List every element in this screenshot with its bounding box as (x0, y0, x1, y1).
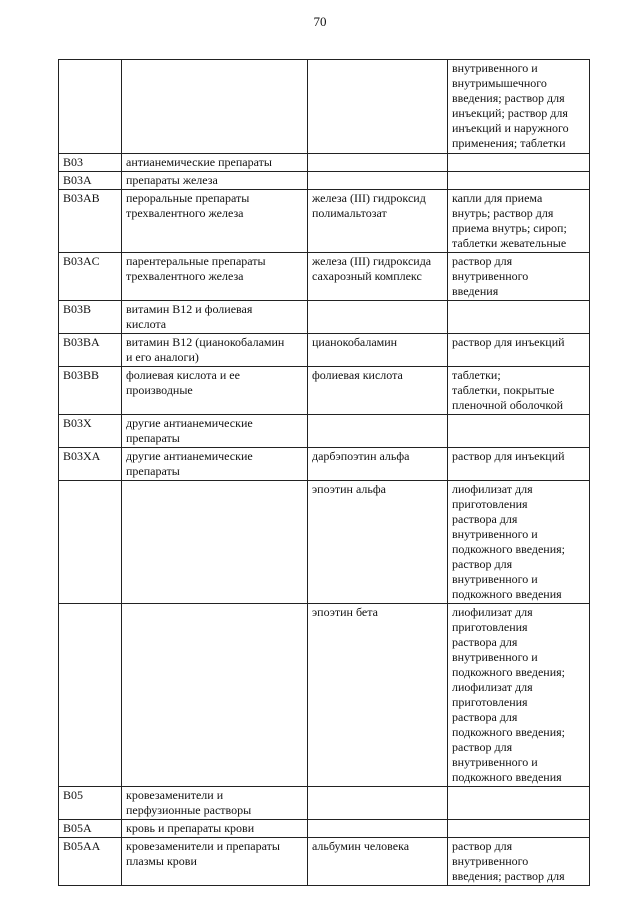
atc-code: B05AA (63, 839, 101, 853)
dosage-form-cell (448, 820, 590, 838)
atc-code: B03 (63, 155, 84, 169)
atc-code: B03X (63, 416, 92, 430)
group-cell (122, 334, 308, 367)
dosage-form-cell (448, 838, 590, 886)
table-row (59, 838, 590, 886)
substance-cell (308, 481, 448, 604)
group-name: витамин B12 (цианокобаламин и его аналоги) (126, 335, 285, 364)
substance-cell (308, 604, 448, 787)
group-name: кровезаменители и препараты плазмы крови (126, 839, 280, 868)
dosage-form: раствор для внутривенного введения; раствор для (452, 839, 565, 883)
table-row (59, 367, 590, 415)
substance-cell (308, 60, 448, 154)
atc-code: B03B (63, 302, 92, 316)
atc-code-cell (59, 367, 122, 415)
substance-cell (308, 154, 448, 172)
dosage-form-cell (448, 481, 590, 604)
substance-cell (308, 334, 448, 367)
substance-name: фолиевая кислота (312, 368, 403, 382)
atc-code: B03AB (63, 191, 100, 205)
substance-name: эпоэтин бета (312, 605, 378, 619)
atc-code-cell (59, 60, 122, 154)
atc-code: B03BB (63, 368, 100, 382)
table-row (59, 60, 590, 154)
table-row (59, 334, 590, 367)
table-row (59, 820, 590, 838)
dosage-form: раствор для инъекций (452, 449, 565, 463)
dosage-form-cell (448, 60, 590, 154)
atc-code-cell (59, 301, 122, 334)
table-row (59, 301, 590, 334)
atc-code-cell (59, 448, 122, 481)
group-cell (122, 787, 308, 820)
substance-cell (308, 838, 448, 886)
dosage-form: капли для приема внутрь; раствор для приема внутрь; сироп; таблетки жевательные (452, 191, 567, 250)
substance-cell (308, 172, 448, 190)
dosage-form-cell (448, 367, 590, 415)
table-row (59, 253, 590, 301)
atc-code: B03A (63, 173, 92, 187)
group-name: кровь и препараты крови (126, 821, 255, 835)
group-cell (122, 604, 308, 787)
atc-code: B03BA (63, 335, 100, 349)
atc-code-cell (59, 253, 122, 301)
group-cell (122, 367, 308, 415)
group-cell (122, 154, 308, 172)
group-cell (122, 448, 308, 481)
group-cell (122, 838, 308, 886)
substance-name: дарбэпоэтин альфа (312, 449, 410, 463)
atc-code: B05A (63, 821, 92, 835)
table-row (59, 481, 590, 604)
atc-code-cell (59, 604, 122, 787)
dosage-form: лиофилизат для приготовления раствора для внутривенного и подкожного введения; лиофилизат для приготовления раствора для подкожного введения; раствор для внутривенного и подкожного введения (452, 605, 565, 784)
substance-cell (308, 448, 448, 481)
atc-code-cell (59, 838, 122, 886)
dosage-form: таблетки; таблетки, покрытые пленочной оболочкой (452, 368, 564, 412)
dosage-form-cell (448, 154, 590, 172)
dosage-form-cell (448, 253, 590, 301)
substance-name: цианокобаламин (312, 335, 398, 349)
table-row (59, 190, 590, 253)
atc-code-cell (59, 154, 122, 172)
atc-code-cell (59, 787, 122, 820)
page-number: 70 (313, 14, 327, 29)
dosage-form-cell (448, 787, 590, 820)
group-cell (122, 172, 308, 190)
substance-cell (308, 787, 448, 820)
substance-name: железа (III) гидроксида сахарозный комплекс (312, 254, 432, 283)
dosage-form-cell (448, 190, 590, 253)
group-name: другие антианемические препараты (126, 416, 253, 445)
group-name: антианемические препараты (126, 155, 272, 169)
table-row (59, 604, 590, 787)
atc-code-cell (59, 172, 122, 190)
table-row (59, 154, 590, 172)
atc-code: B03AC (63, 254, 100, 268)
dosage-form-cell (448, 301, 590, 334)
group-cell (122, 820, 308, 838)
atc-code-cell (59, 820, 122, 838)
group-cell (122, 60, 308, 154)
table-row (59, 787, 590, 820)
dosage-form-cell (448, 334, 590, 367)
substance-cell (308, 253, 448, 301)
group-cell (122, 253, 308, 301)
group-name: парентеральные препараты трехвалентного железа (126, 254, 266, 283)
substance-name: альбумин человека (312, 839, 410, 853)
substance-cell (308, 820, 448, 838)
drug-classification-table (58, 59, 590, 886)
group-cell (122, 190, 308, 253)
group-name: кровезаменители и перфузионные растворы (126, 788, 252, 817)
atc-code-cell (59, 481, 122, 604)
dosage-form: раствор для внутривенного введения (452, 254, 529, 298)
atc-code-cell (59, 334, 122, 367)
group-name: витамин B12 и фолиевая кислота (126, 302, 253, 331)
table-row (59, 172, 590, 190)
dosage-form-cell (448, 172, 590, 190)
substance-cell (308, 415, 448, 448)
group-name: препараты железа (126, 173, 218, 187)
substance-name: железа (III) гидроксид полимальтозат (312, 191, 426, 220)
group-cell (122, 301, 308, 334)
dosage-form-cell (448, 415, 590, 448)
substance-cell (308, 367, 448, 415)
group-cell (122, 415, 308, 448)
substance-name: эпоэтин альфа (312, 482, 386, 496)
atc-code: B03XA (63, 449, 101, 463)
group-cell (122, 481, 308, 604)
dosage-form: раствор для инъекций (452, 335, 565, 349)
table-row (59, 448, 590, 481)
group-name: другие антианемические препараты (126, 449, 253, 478)
group-name: пероральные препараты трехвалентного железа (126, 191, 250, 220)
table-row (59, 415, 590, 448)
substance-cell (308, 301, 448, 334)
atc-code: B05 (63, 788, 84, 802)
dosage-form-cell (448, 448, 590, 481)
group-name: фолиевая кислота и ее производные (126, 368, 240, 397)
dosage-form: внутривенного и внутримышечного введения; раствор для инъекций; раствор для инъекций и наружного применения; таблетки (452, 61, 569, 150)
atc-code-cell (59, 415, 122, 448)
dosage-form: лиофилизат для приготовления раствора для внутривенного и подкожного введения; раствор для внутривенного и подкожного введения (452, 482, 565, 601)
atc-code-cell (59, 190, 122, 253)
substance-cell (308, 190, 448, 253)
dosage-form-cell (448, 604, 590, 787)
